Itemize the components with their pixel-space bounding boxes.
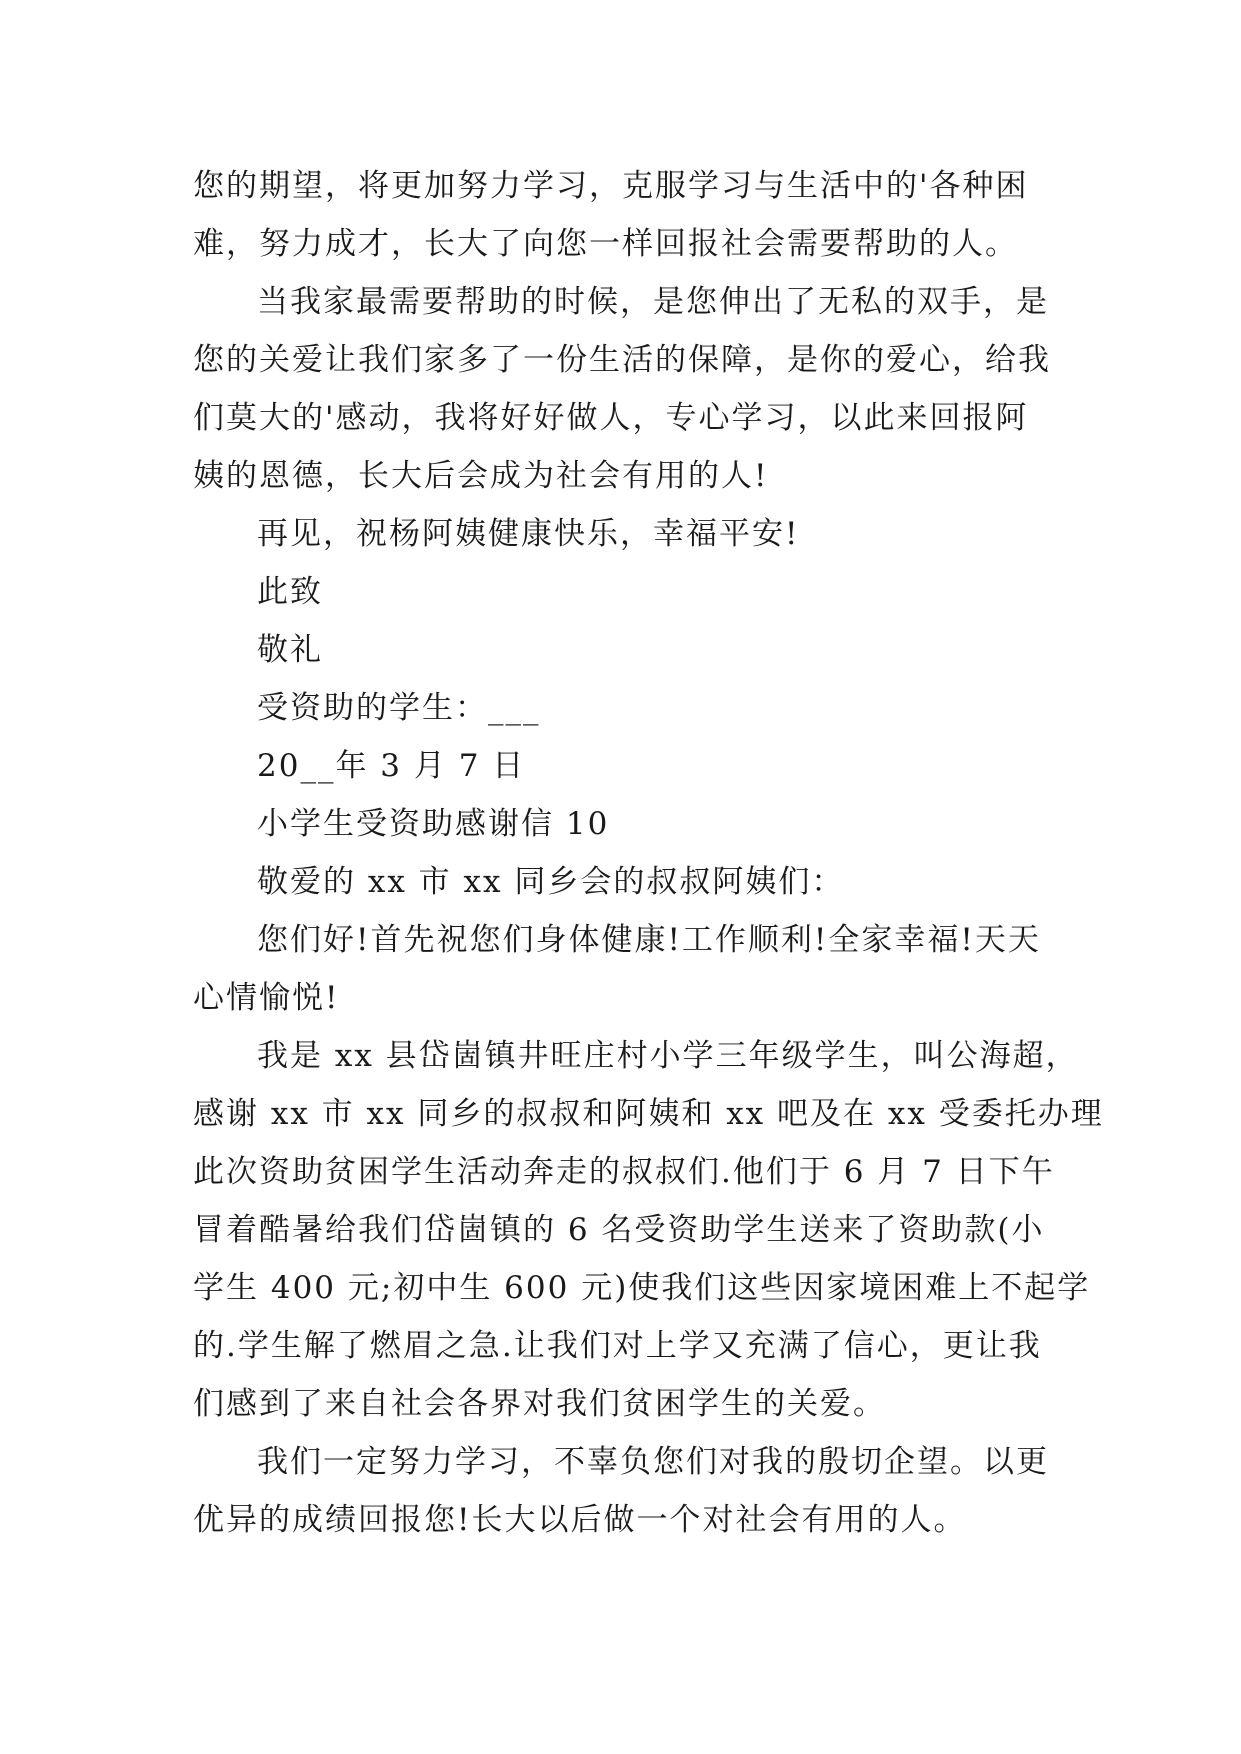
text-line: 此次资助贫困学生活动奔走的叔叔们.他们于 6 月 7 日下午 <box>193 1154 1055 1190</box>
text-line: 学生 400 元;初中生 600 元)使我们这些因家境困难上不起学 <box>193 1270 1091 1306</box>
closing-line: 此致 <box>257 574 323 610</box>
text-line: 再见，祝杨阿姨健康快乐，幸福平安! <box>257 516 800 552</box>
text-line: 当我家最需要帮助的时候，是您伸出了无私的双手，是 <box>257 284 1049 320</box>
text-line: 感谢 xx 市 xx 同乡的叔叔和阿姨和 xx 吧及在 xx 受委托办理 <box>193 1096 1104 1132</box>
date-line: 20__年 3 月 7 日 <box>257 748 526 784</box>
text-line: 优异的成绩回报您!长大以后做一个对社会有用的人。 <box>193 1502 967 1538</box>
text-line: 您们好!首先祝您们身体健康!工作顺利!全家幸福!天天 <box>257 922 1041 958</box>
text-line: 心情愉悦! <box>193 980 340 1016</box>
text-line: 姨的恩德，长大后会成为社会有用的人! <box>193 458 769 494</box>
text-line: 您的期望，将更加努力学习，克服学习与生活中的'各种困 <box>193 168 1029 204</box>
salutation-line: 敬礼 <box>257 632 323 668</box>
text-line: 的.学生解了燃眉之急.让我们对上学又充满了信心，更让我 <box>193 1328 1042 1364</box>
greeting-line: 敬爱的 xx 市 xx 同乡会的叔叔阿姨们： <box>257 864 845 900</box>
text-line: 难，努力成才，长大了向您一样回报社会需要帮助的人。 <box>193 226 1018 262</box>
text-line: 您的关爱让我们家多了一份生活的保障，是你的爱心，给我 <box>193 342 1051 378</box>
signature-line: 受资助的学生：___ <box>257 690 541 726</box>
section-heading: 小学生受资助感谢信 10 <box>257 806 610 842</box>
text-line: 们莫大的'感动，我将好好做人，专心学习，以此来回报阿 <box>193 400 1029 436</box>
text-line: 我们一定努力学习，不辜负您们对我的殷切企望。以更 <box>257 1444 1049 1480</box>
text-line: 冒着酷暑给我们岱崮镇的 6 名受资助学生送来了资助款(小 <box>193 1212 1045 1248</box>
text-line: 我是 xx 县岱崮镇井旺庄村小学三年级学生，叫公海超， <box>257 1038 1079 1074</box>
document-page <box>193 157 1104 1549</box>
text-line: 们感到了来自社会各界对我们贫困学生的关爱。 <box>193 1386 886 1422</box>
